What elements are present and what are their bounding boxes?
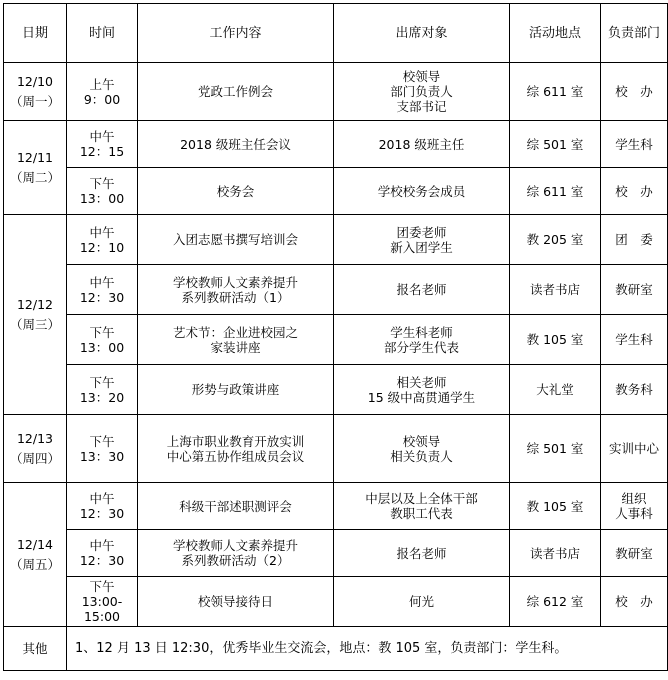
content-line: 学校教师人文素养提升: [172, 538, 298, 553]
time-line: 下午: [89, 324, 115, 340]
time-line: 15:00: [83, 609, 121, 624]
content-line: 党政工作例会: [197, 84, 273, 99]
dept-line: 教研室: [615, 545, 653, 561]
date-cell: [4, 483, 67, 627]
dept-line: 学生科: [615, 332, 653, 347]
time-line: 12：10: [79, 239, 125, 255]
dept-line: 校 办: [615, 84, 653, 99]
attendees-cell: [334, 265, 510, 315]
date-date: 12/12: [16, 296, 54, 312]
time-line: 13：20: [79, 389, 125, 405]
time-line: 中午: [89, 538, 115, 553]
content-cell: [138, 483, 334, 530]
content-line: 科级干部述职测评会: [179, 498, 292, 514]
location-cell: 教 205 室: [510, 215, 601, 265]
date-date: 12/10: [16, 73, 54, 89]
content-cell: [138, 265, 334, 315]
location-cell: 综 612 室: [510, 577, 601, 627]
content-line: 系列教研活动（1）: [181, 289, 290, 305]
content-line: 系列教研活动（2）: [181, 553, 290, 568]
content-cell: [138, 63, 334, 121]
table-row: [4, 415, 668, 483]
location-cell: 教 105 室: [510, 483, 601, 530]
table-row: [4, 168, 668, 215]
content-cell: [138, 121, 334, 168]
content-cell: [138, 577, 334, 627]
header-attendees: 出席对象: [334, 4, 510, 63]
date-cell: [4, 63, 67, 121]
attendees-cell: [334, 577, 510, 627]
content-line: 入团志愿书撰写培训会: [172, 232, 298, 247]
time-line: 12：30: [79, 289, 125, 305]
time-line: 中午: [89, 224, 115, 240]
header-location: 活动地点: [510, 4, 601, 63]
other-label: 其他: [4, 627, 67, 671]
table-row: [4, 315, 668, 365]
time-line: 上午: [89, 76, 115, 92]
table-row: [4, 365, 668, 415]
dept-line: 教务科: [615, 382, 653, 397]
attendees-line: 教职工代表: [390, 506, 453, 521]
time-cell: [67, 63, 138, 121]
header-dept: 负责部门: [601, 4, 668, 63]
dept-line: 教研室: [615, 282, 653, 297]
location-cell: 大礼堂: [510, 365, 601, 415]
header-row: [4, 4, 668, 63]
time-cell: [67, 315, 138, 365]
content-cell: [138, 168, 334, 215]
time-line: 下午: [89, 579, 115, 594]
date-weekday: （周一）: [9, 93, 60, 109]
attendees-line: 校领导: [402, 433, 441, 449]
content-cell: [138, 415, 334, 483]
location-cell: 综 501 室: [510, 121, 601, 168]
date-weekday: （周五）: [9, 556, 60, 572]
attendees-line: 相关老师: [396, 374, 447, 390]
content-line: 艺术节：企业进校园之: [172, 324, 298, 340]
location-cell: 综 501 室: [510, 415, 601, 483]
date-cell: [4, 121, 67, 215]
dept-line: 学生科: [615, 136, 653, 152]
date-weekday: （周三）: [9, 316, 60, 332]
attendees-line: 支部书记: [396, 99, 447, 114]
attendees-cell: [334, 530, 510, 577]
content-cell: [138, 365, 334, 415]
location-cell: 教 105 室: [510, 315, 601, 365]
content-line: 形势与政策讲座: [191, 382, 280, 397]
time-cell: [67, 530, 138, 577]
time-line: 中午: [89, 274, 115, 290]
time-line: 下午: [89, 433, 115, 449]
dept-cell: [601, 530, 668, 577]
time-line: 12：30: [79, 553, 125, 568]
time-cell: [67, 483, 138, 530]
dept-line: 人事科: [615, 506, 653, 521]
dept-cell: [601, 168, 668, 215]
dept-cell: [601, 365, 668, 415]
table-row: [4, 530, 668, 577]
attendees-cell: [334, 315, 510, 365]
attendees-cell: [334, 365, 510, 415]
content-line: 2018 级班主任会议: [180, 136, 291, 152]
dept-cell: [601, 215, 668, 265]
attendees-line: 校领导: [402, 69, 441, 84]
time-line: 13：30: [79, 448, 125, 464]
attendees-cell: [334, 215, 510, 265]
date-date: 12/11: [16, 149, 54, 165]
location-cell: 读者书店: [510, 265, 601, 315]
table-row: [4, 121, 668, 168]
time-line: 13：00: [79, 339, 125, 355]
attendees-line: 2018 级班主任: [378, 136, 465, 152]
attendees-line: 何光: [408, 594, 434, 609]
dept-cell: [601, 315, 668, 365]
time-cell: [67, 168, 138, 215]
time-line: 12：15: [79, 144, 125, 159]
location-cell: 综 611 室: [510, 168, 601, 215]
table-row: [4, 483, 668, 530]
content-cell: [138, 530, 334, 577]
attendees-line: 报名老师: [396, 545, 447, 561]
date-weekday: （周二）: [9, 169, 60, 185]
dept-cell: [601, 63, 668, 121]
time-line: 9：00: [83, 91, 121, 107]
content-line: 校领导接待日: [197, 594, 273, 609]
dept-line: 组织: [621, 491, 647, 506]
dept-cell: [601, 121, 668, 168]
date-cell: [4, 415, 67, 483]
time-cell: [67, 365, 138, 415]
content-cell: [138, 315, 334, 365]
other-text: 1、12 月 13 日 12:30，优秀毕业生交流会，地点：教 105 室，负责部门：学生科。: [67, 627, 668, 671]
time-line: 下午: [89, 176, 115, 191]
time-line: 中午: [89, 491, 115, 506]
table-row: [4, 63, 668, 121]
attendees-line: 中层以及上全体干部: [365, 491, 478, 506]
time-line: 中午: [89, 129, 115, 144]
time-cell: [67, 415, 138, 483]
header-time: 时间: [67, 4, 138, 63]
dept-line: 校 办: [615, 183, 653, 199]
attendees-cell: [334, 63, 510, 121]
time-line: 13：00: [79, 191, 125, 206]
location-cell: 综 611 室: [510, 63, 601, 121]
dept-line: 实训中心: [608, 441, 659, 456]
attendees-cell: [334, 483, 510, 530]
time-line: 12：30: [79, 506, 125, 521]
header-content: 工作内容: [138, 4, 334, 63]
date-weekday: （周四）: [9, 450, 60, 466]
weekly-schedule-table: [3, 3, 668, 671]
time-line: 下午: [89, 374, 115, 390]
content-line: 上海市职业教育开放实训: [166, 433, 305, 449]
attendees-line: 团委老师: [396, 224, 447, 240]
time-cell: [67, 577, 138, 627]
table-row: [4, 215, 668, 265]
dept-cell: [601, 265, 668, 315]
attendees-cell: [334, 415, 510, 483]
time-cell: [67, 121, 138, 168]
content-line: 中心第五协作组成员会议: [166, 448, 305, 464]
content-line: 学校教师人文素养提升: [172, 274, 298, 290]
attendees-cell: [334, 121, 510, 168]
time-cell: [67, 215, 138, 265]
location-cell: 读者书店: [510, 530, 601, 577]
date-date: 12/13: [16, 430, 54, 446]
content-line: 家装讲座: [210, 339, 261, 355]
date-cell: [4, 215, 67, 415]
attendees-line: 部分学生代表: [383, 339, 459, 355]
table-row: [4, 577, 668, 627]
dept-line: 校 办: [615, 594, 653, 609]
dept-cell: [601, 483, 668, 530]
other-row: [4, 627, 668, 671]
dept-cell: [601, 415, 668, 483]
time-cell: [67, 265, 138, 315]
dept-cell: [601, 577, 668, 627]
date-date: 12/14: [16, 536, 54, 552]
attendees-line: 报名老师: [396, 282, 447, 297]
attendees-line: 相关负责人: [390, 448, 453, 464]
header-date: 日期: [4, 4, 67, 63]
attendees-line: 学校校务会成员: [377, 183, 466, 199]
table-row: [4, 265, 668, 315]
attendees-line: 部门负责人: [390, 84, 453, 99]
attendees-line: 学生科老师: [390, 324, 453, 340]
content-cell: [138, 215, 334, 265]
attendees-line: 15 级中高贯通学生: [367, 389, 476, 405]
dept-line: 团 委: [615, 232, 653, 247]
content-line: 校务会: [216, 183, 255, 199]
attendees-cell: [334, 168, 510, 215]
time-line: 13:00-: [81, 594, 123, 609]
attendees-line: 新入团学生: [390, 239, 453, 255]
